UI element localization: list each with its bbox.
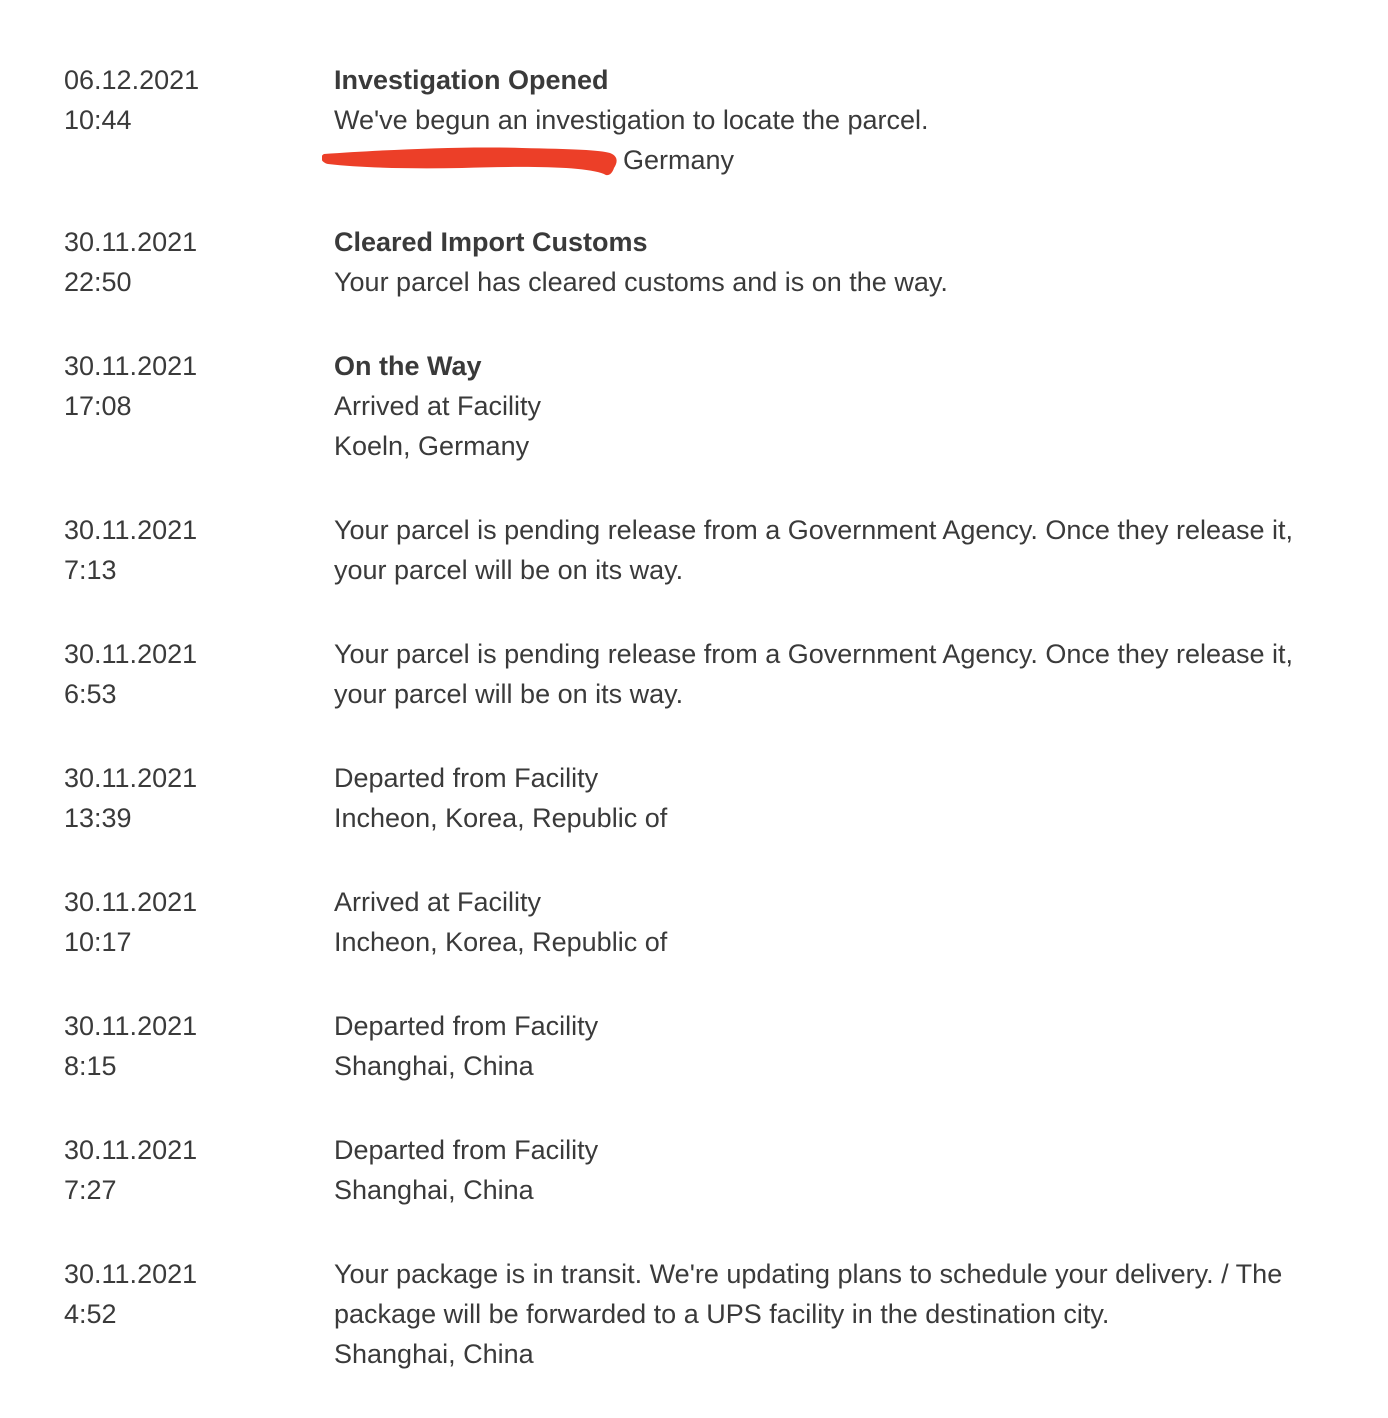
event-date: 06.12.2021 (64, 65, 200, 95)
event-date: 30.11.2021 (64, 639, 198, 669)
event-description-continued: your parcel will be on its way. (334, 679, 684, 709)
event-details (334, 60, 1334, 180)
event-details (334, 510, 1334, 590)
event-timestamp (64, 346, 304, 426)
event-time: 13:39 (64, 803, 132, 833)
event-time: 22:50 (64, 267, 132, 297)
event-time: 8:15 (64, 1051, 117, 1081)
event-title: Investigation Opened (334, 65, 609, 95)
event-location-country: Germany (623, 145, 735, 175)
event-details (334, 758, 1334, 838)
event-time: 10:17 (64, 927, 132, 957)
event-description: Arrived at Facility (334, 887, 542, 917)
event-description: Arrived at Facility (334, 391, 542, 421)
event-timestamp (64, 60, 304, 140)
event-date: 30.11.2021 (64, 351, 198, 381)
event-location: Incheon, Korea, Republic of (334, 927, 668, 957)
event-time: 7:13 (64, 555, 117, 585)
event-time: 6:53 (64, 679, 117, 709)
event-timestamp (64, 1254, 304, 1334)
event-location: Koeln, Germany (334, 431, 530, 461)
event-timestamp (64, 634, 304, 714)
event-details (334, 346, 1334, 466)
event-description: Your parcel has cleared customs and is on the way. (334, 267, 948, 297)
event-title: On the Way (334, 351, 482, 381)
event-description-continued: package will be forwarded to a UPS facility in the destination city. (334, 1299, 1110, 1329)
event-description: We've begun an investigation to locate the parcel. (334, 105, 929, 135)
event-title: Cleared Import Customs (334, 227, 648, 257)
event-details (334, 1130, 1334, 1210)
event-description-continued: your parcel will be on its way. (334, 555, 684, 585)
event-timestamp (64, 758, 304, 838)
event-time: 10:44 (64, 105, 132, 135)
event-details (334, 882, 1334, 962)
event-time: 17:08 (64, 391, 132, 421)
event-location (334, 140, 1334, 180)
event-description: Your parcel is pending release from a Government Agency. Once they release it, (334, 639, 1294, 669)
event-date: 30.11.2021 (64, 887, 198, 917)
event-date: 30.11.2021 (64, 763, 198, 793)
event-timestamp (64, 1006, 304, 1086)
event-date: 30.11.2021 (64, 1135, 198, 1165)
event-details (334, 1254, 1334, 1374)
event-location: Incheon, Korea, Republic of (334, 803, 668, 833)
event-time: 4:52 (64, 1299, 117, 1329)
event-details (334, 222, 1334, 302)
event-date: 30.11.2021 (64, 1011, 198, 1041)
event-time: 7:27 (64, 1175, 117, 1205)
event-details (334, 634, 1334, 714)
event-description: Departed from Facility (334, 1011, 599, 1041)
event-description: Departed from Facility (334, 1135, 599, 1165)
redaction-mark (322, 144, 622, 178)
event-location: Shanghai, China (334, 1051, 534, 1081)
event-location: Shanghai, China (334, 1339, 534, 1369)
event-timestamp (64, 1130, 304, 1210)
event-date: 30.11.2021 (64, 515, 198, 545)
event-date: 30.11.2021 (64, 227, 198, 257)
event-timestamp (64, 882, 304, 962)
event-description: Your package is in transit. We're updating plans to schedule your delivery. / The (334, 1259, 1283, 1289)
event-description: Your parcel is pending release from a Government Agency. Once they release it, (334, 515, 1294, 545)
event-details (334, 1006, 1334, 1086)
event-timestamp (64, 510, 304, 590)
event-date: 30.11.2021 (64, 1259, 198, 1289)
event-location: Shanghai, China (334, 1175, 534, 1205)
event-description: Departed from Facility (334, 763, 599, 793)
event-timestamp (64, 222, 304, 302)
